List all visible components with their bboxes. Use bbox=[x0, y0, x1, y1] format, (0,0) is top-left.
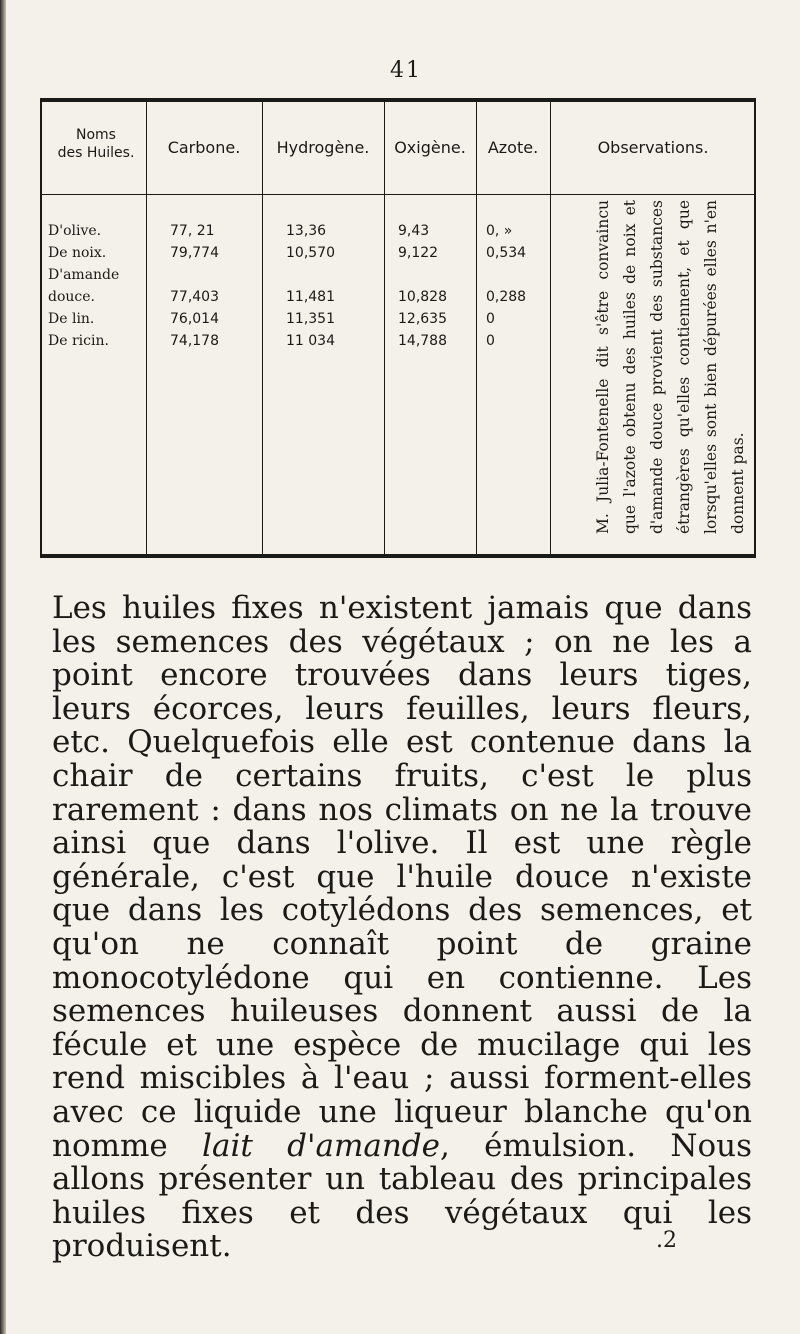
table-cell: De noix. bbox=[48, 245, 107, 261]
composition-table bbox=[40, 98, 756, 558]
names-column bbox=[48, 220, 119, 352]
table-cell bbox=[286, 264, 335, 286]
table-cell: 13,36 bbox=[286, 223, 327, 239]
table-cell: De lin. bbox=[48, 311, 95, 327]
column-divider bbox=[476, 102, 477, 554]
header-observations: Observations. bbox=[597, 138, 709, 157]
table-cell bbox=[398, 264, 447, 286]
body-text-end: , émulsion. Nous allons présenter un tableau des principales huiles fixes et des végétaux qui les produisent. bbox=[52, 1127, 752, 1265]
table-cell: 76,014 bbox=[170, 311, 219, 327]
table-cell: 10,828 bbox=[398, 289, 447, 305]
header-names bbox=[48, 126, 144, 162]
page-number: 41 bbox=[390, 58, 422, 83]
table-cell: 0,534 bbox=[486, 245, 527, 261]
table-cell: 14,788 bbox=[398, 333, 447, 349]
header-carbone: Carbone. bbox=[167, 138, 241, 157]
body-paragraph bbox=[52, 592, 752, 1264]
table-cell: 74,178 bbox=[170, 333, 219, 349]
header-names-line2: des Huiles. bbox=[57, 145, 135, 161]
column-divider bbox=[146, 102, 147, 554]
azote-column bbox=[486, 220, 526, 352]
header-hydrogene: Hydrogène. bbox=[276, 138, 370, 157]
table-cell: D'amande bbox=[48, 267, 120, 283]
column-divider bbox=[262, 102, 263, 554]
table-cell bbox=[486, 264, 526, 286]
hydrogene-column bbox=[286, 220, 335, 352]
observations-cell bbox=[590, 200, 750, 534]
table-cell: 0 bbox=[486, 311, 495, 327]
oxigene-column bbox=[398, 220, 447, 352]
column-divider bbox=[550, 102, 551, 554]
carbone-column bbox=[170, 220, 219, 352]
table-cell: 11,481 bbox=[286, 289, 335, 305]
table-cell: 0,288 bbox=[486, 289, 527, 305]
signature-mark: .2 bbox=[656, 1228, 677, 1253]
header-azote: Azote. bbox=[487, 138, 539, 157]
table-cell: 79,774 bbox=[170, 245, 219, 261]
header-rule bbox=[42, 194, 754, 195]
table-cell: 12,635 bbox=[398, 311, 447, 327]
table-cell: De ricin. bbox=[48, 333, 109, 349]
header-names-line1: Noms bbox=[76, 127, 116, 143]
body-text-italic: lait d'amande bbox=[202, 1127, 440, 1164]
table-cell: 9,122 bbox=[398, 245, 439, 261]
table-cell: douce. bbox=[48, 289, 95, 305]
table-cell: 0 bbox=[486, 333, 495, 349]
table-cell: 11 034 bbox=[286, 333, 335, 349]
table-cell: 11,351 bbox=[286, 311, 335, 327]
header-oxigene: Oxigène. bbox=[394, 138, 466, 157]
page-edge-shadow bbox=[0, 0, 6, 1334]
table-cell: D'olive. bbox=[48, 223, 102, 239]
table-cell: 0, » bbox=[486, 223, 513, 239]
table-cell: 77,403 bbox=[170, 289, 219, 305]
table-cell bbox=[170, 264, 219, 286]
table-cell: 10,570 bbox=[286, 245, 335, 261]
observation-note: M. Julia-Fontenelle dit s'être convaincu que l'azote obtenu des huiles de noix et d'amande douce provient des substances étrangères qu'elles contiennent, et que lorsqu'elles sont bien dépurées elles n'en donnent pas. bbox=[594, 200, 747, 534]
table-cell: 9,43 bbox=[398, 223, 430, 239]
body-text-main: Les huiles fixes n'existent jamais que dans les semences des végétaux ; on ne les a point encore trouvées dans leurs tiges, leurs écorces, leurs feuilles, leurs fleurs, etc. Quelquefois elle est contenue dans la chair de certains fruits, c'est le plus rarement : dans nos climats on ne la trouve ainsi que dans l'olive. Il est une règle générale, c'est que l'huile douce n'existe que dans les cotylédons des semences, et qu'on ne connaît point de graine monocotylédone qui en contienne. Les semences huileuses donnent aussi de la fécule et une espèce de mucilage qui les rend miscibles à l'eau ; aussi forment-elles avec ce liquide une liqueur blanche qu'on nomme bbox=[52, 590, 752, 1164]
column-divider bbox=[384, 102, 385, 554]
table-cell: 77, 21 bbox=[170, 223, 215, 239]
